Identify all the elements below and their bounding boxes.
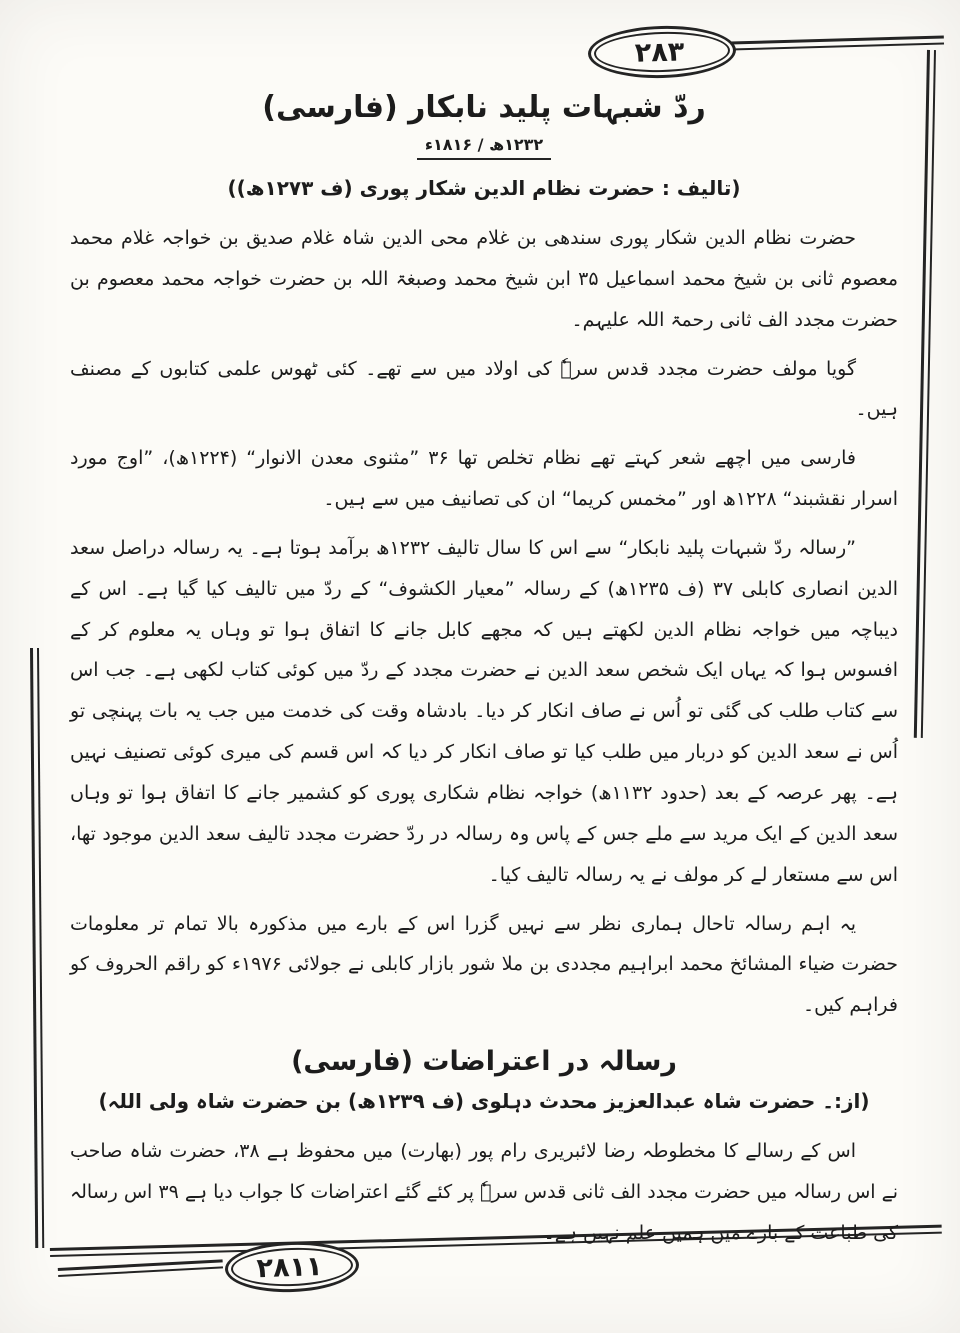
paragraph: گویا مولف حضرت مجدد قدس سرہٗ کی اولاد میں سے تھے۔ کئی ٹھوس علمی کتابوں کے مصنف ہیں۔ xyxy=(70,357,898,421)
frame-left-line xyxy=(30,648,44,1248)
section1-date: ۱۲۳۲ھ / ۱۸۱۶ء xyxy=(417,135,551,160)
paragraph: حضرت نظام الدین شکار پوری سندھی بن غلام محی الدین شاہ غلام صدیق بن خواجہ غلام محمد معصوم ثانی بن شیخ محمد اسماعیل ۳۵ ابن شیخ محمد وصبغۃ اللہ بن حضرت خواجہ محمد معصوم بن حضرت مجدد الف ثانی رحمۃ اللہ علیہم۔ xyxy=(70,227,898,331)
section1-byline: (تالیف : حضرت نظام الدین شکار پوری (ف ۱۲۷۳ھ)) xyxy=(227,176,741,200)
frame-bottom-short-line xyxy=(58,1259,223,1277)
page-number-cartouche-top xyxy=(587,24,736,80)
frame-right-line xyxy=(914,50,936,738)
section2-byline: (از:۔ حضرت شاہ عبدالعزیز محدث دہلوی (ف ۱۲۳۹ھ) بن حضرت شاہ ولی اللہ) xyxy=(98,1089,870,1114)
paragraph: اس کے رسالے کا مخطوطہ رضا لائبریری رام پور (بھارت) میں محفوظ ہے ۳۸، حضرت شاہ صاحب نے اس رسالہ میں حضرت مجدد الف ثانی قدس سرہٗ پر کئے گئے اعتراضات کا جواب دیا ہے ۳۹ اس رسالہ کی طباعت کے بارے میں ہمیں علم نہیں ہے۔ xyxy=(70,1140,899,1244)
paragraph: فارسی میں اچھے شعر کہتے تھے نظام تخلص تھا ۳۶ ”مثنوی معدن الانوار“ (۱۲۲۴ھ)، ”اوج مورد اسرار نقشبند“ ۱۲۲۸ھ اور ”مخمس کریما“ ان کی تصانیف میں سے ہیں۔ xyxy=(70,447,898,511)
page-number-bottom: ۲۸۱۱ xyxy=(256,1250,323,1284)
paragraph: ”رسالہ ردّ شبہات پلید نابکار“ سے اس کا سال تالیف ۱۲۳۲ھ برآمد ہوتا ہے۔ یہ رسالہ دراصل سعد الدین انصاری کابلی ۳۷ (ف ۱۲۳۵ھ) کے رسالہ ”معیار الکشوف“ کے ردّ میں تالیف کیا گیا ہے۔ اس کے دیباچہ میں خواجہ نظام الدین لکھتے ہیں کہ مجھے کابل جانے کا اتفاق ہوا تو وہاں یہ معلوم کر کے افسوس ہوا کہ یہاں ایک شخص سعد الدین نے حضرت مجدد کے ردّ میں کوئی کتاب لکھی ہے۔ جب اس سے کتاب طلب کی گئی تو اُس نے صاف انکار کر دیا۔ بادشاہ وقت کی خدمت میں جب یہ بات پہنچی تو اُس نے سعد الدین کو دربار میں طلب کیا تو صاف انکار کر دیا کہ اس قسم کی میری کوئی تصنیف نہیں ہے۔ پھر عرصہ کے بعد (حدود ۱۱۳۲ھ) خواجہ نظام شکاری پوری کو کشمیر جانے کا اتفاق ہوا تو وہاں سعد الدین کے ایک مرید سے ملے جس کے پاس وہ رسالہ در ردّ حضرت مجدد تالیف سعد الدین موجود تھا، اس سے مستعار لے کر مولف نے یہ رسالہ تالیف کیا۔ xyxy=(70,536,899,886)
section2-title: رسالہ در اعتراضات (فارسی) xyxy=(291,1046,677,1078)
paragraph: یہ اہم رسالہ تاحال ہماری نظر سے نہیں گزرا اس کے بارے میں مذکورہ بالا تمام تر معلومات حضرت ضیاء المشائخ محمد ابراہیم مجددی بن ملا شور بازار کابلی نے جولائی ۱۹۷۶ء کو راقم الحروف کو فراہم کیں۔ xyxy=(70,912,898,1017)
page-number-top: ۲۸۳ xyxy=(634,35,685,69)
frame-top-line xyxy=(712,36,944,51)
page-content xyxy=(70,90,898,1262)
section1-date-wrap xyxy=(70,135,898,160)
section1-title: ردّ شبہات پلید نابکار (فارسی) xyxy=(262,90,706,125)
